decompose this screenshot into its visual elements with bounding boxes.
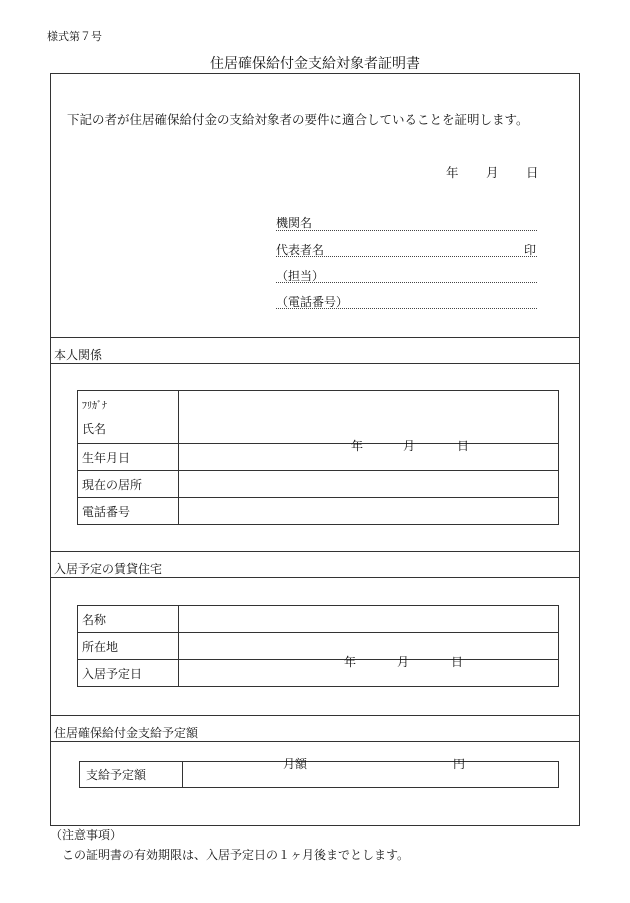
table-row [78,660,559,687]
name-field[interactable] [179,391,559,444]
table-row [80,762,559,788]
seal-mark: 印 [524,243,537,257]
movein-day-unit: 日 [451,655,464,669]
name-label: 氏名 [82,422,107,436]
table-row [78,444,559,471]
housing-name-label: 名称 [78,606,179,633]
contact-person-label: （担当） [276,269,325,283]
cert-date-year: 年 [446,165,459,180]
section-title-housing: 入居予定の賃貸住宅 [54,562,163,576]
dob-month-unit: 月 [403,439,416,453]
payment-table [79,757,559,788]
movein-date-label: 入居予定日 [78,660,179,687]
section-title-payment: 住居確保給付金支給予定額 [54,726,199,740]
cert-date-month: 月 [486,165,499,180]
phone-number-line[interactable] [276,308,537,309]
divider [50,337,580,338]
cert-date-day: 日 [526,165,539,180]
table-row [78,498,559,525]
table-row [78,633,559,660]
housing-table [77,605,559,687]
yen-unit: 円 [453,757,466,771]
divider [50,363,580,364]
contact-person-line[interactable] [276,282,537,283]
section-title-person: 本人関係 [54,348,103,362]
furigana-label: ﾌﾘｶﾞﾅ [82,401,107,412]
representative-line[interactable] [276,256,537,257]
address-field[interactable] [179,471,559,498]
representative-label: 代表者名 [276,243,325,257]
dob-day-unit: 日 [457,439,470,453]
table-row [78,391,559,444]
org-name-line[interactable] [276,230,537,231]
movein-month-unit: 月 [397,655,410,669]
divider [50,715,580,716]
divider [50,577,580,578]
movein-year-unit: 年 [344,655,357,669]
dob-label: 生年月日 [78,444,179,471]
housing-name-field[interactable] [179,606,559,633]
form-number: 様式第７号 [47,30,102,43]
address-label: 現在の居所 [78,471,179,498]
notes-text: この証明書の有効期限は、入居予定日の１ヶ月後までとします。 [62,848,410,862]
housing-location-field[interactable] [179,633,559,660]
movein-date-field[interactable] [179,655,559,687]
divider [50,741,580,742]
amount-label: 支給予定額 [80,762,183,788]
notes-heading: （注意事項） [50,828,123,842]
phone-field[interactable] [179,498,559,525]
table-row [78,471,559,498]
monthly-label: 月額 [283,757,308,771]
document-title: 住居確保給付金支給対象者証明書 [210,56,420,72]
org-name-label: 機関名 [276,216,313,230]
dob-field[interactable] [179,439,559,471]
person-table [77,390,559,525]
dob-year-unit: 年 [351,439,364,453]
certification-statement: 下記の者が住居確保給付金の支給対象者の要件に適合していることを証明します。 [67,112,529,127]
amount-field[interactable] [183,757,559,788]
divider [50,551,580,552]
phone-label: 電話番号 [78,498,179,525]
phone-number-label: （電話番号） [276,295,349,309]
housing-location-label: 所在地 [78,633,179,660]
name-label-cell [78,391,179,444]
table-row [78,606,559,633]
